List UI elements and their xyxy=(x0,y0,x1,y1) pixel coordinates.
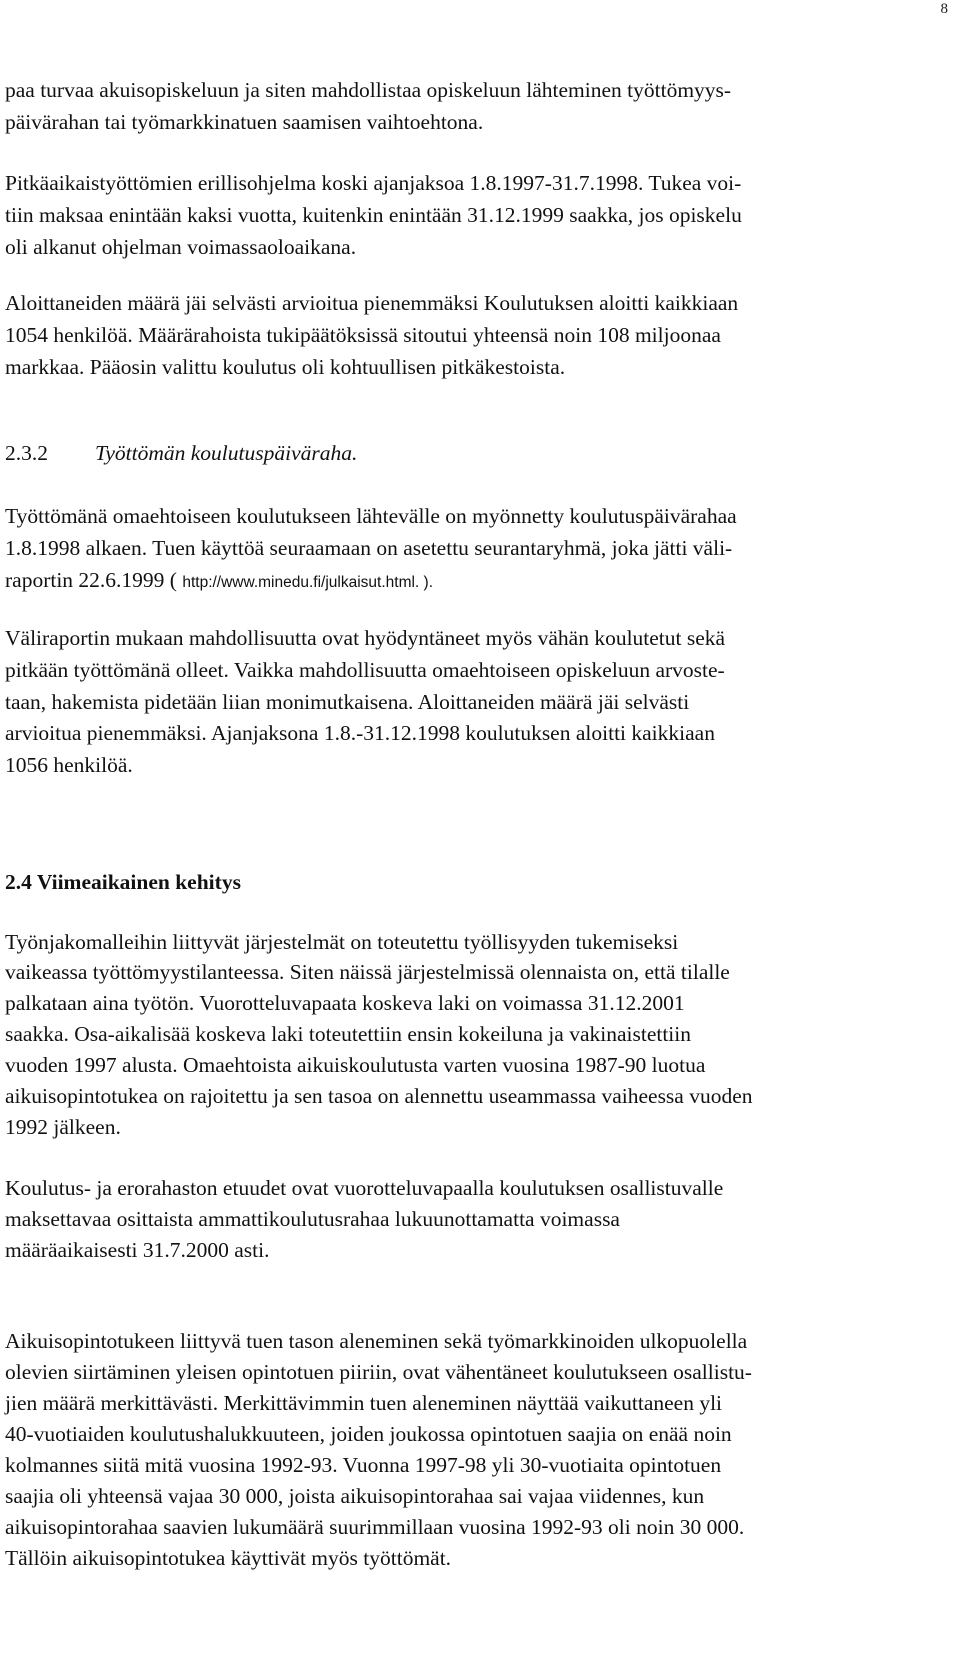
text-line: vuoden 1997 alusta. Omaehtoista aikuiskoulutusta varten vuosina 1987-90 luotua xyxy=(5,1053,706,1077)
text-line: pitkään työttömänä olleet. Vaikka mahdollisuutta omaehtoiseen opiskeluun arvoste- xyxy=(5,658,725,682)
text-line: 1056 henkilöä. xyxy=(5,753,133,777)
text-fragment: raportin 22.6.1999 ( xyxy=(5,568,177,592)
text-line: Väliraportin mukaan mahdollisuutta ovat hyödyntäneet myös vähän koulutetut sekä xyxy=(5,626,726,650)
text-line: 40-vuotiaiden koulutushalukkuuteen, joiden joukossa opintotuen saajia on enää noin xyxy=(5,1422,732,1446)
section-title: Työttömän koulutuspäiväraha. xyxy=(95,441,358,465)
text-line: päivärahan tai työmarkkinatuen saamisen vaihtoehtona. xyxy=(5,110,484,134)
text-line: 1054 henkilöä. Määrärahoista tukipäätöksissä sitoutui yhteensä noin 108 miljoonaa xyxy=(5,323,721,347)
text-line: markkaa. Pääosin valittu koulutus oli kohtuullisen pitkäkestoista. xyxy=(5,355,566,379)
section-heading-2-3-2 xyxy=(5,443,357,465)
text-line: kolmannes siitä mitä vuosina 1992-93. Vuonna 1997-98 yli 30-vuotiaita opintotuen xyxy=(5,1453,722,1477)
text-line: taan, hakemista pidetään liian monimutkaisena. Aloittaneiden määrä jäi selvästi xyxy=(5,690,690,714)
section-heading-2-4: 2.4 Viimeaikainen kehitys xyxy=(5,870,241,894)
page-number: 8 xyxy=(940,1,948,17)
text-line: aikuisopintotukea on rajoitettu ja sen tasoa on alennettu useammassa vaiheessa vuoden xyxy=(5,1084,753,1108)
text-line: vaikeassa työttömyystilanteessa. Siten näissä järjestelmissä olennaista on, että tilalle xyxy=(5,960,730,984)
text-line: Tällöin aikuisopintotukea käyttivät myös työttömät. xyxy=(5,1546,452,1570)
text-line: saakka. Osa-aikalisää koskeva laki toteutettiin ensin kokeiluna ja vakinaistettiin xyxy=(5,1022,692,1046)
text-line: Aloittaneiden määrä jäi selvästi arvioitua pienemmäksi Koulutuksen aloitti kaikkiaan xyxy=(5,291,739,315)
text-line: tiin maksaa enintään kaksi vuotta, kuitenkin enintään 31.12.1999 saakka, jos opiskelu xyxy=(5,203,742,227)
text-line: maksettavaa osittaista ammattikoulutusrahaa lukuunottamatta voimassa xyxy=(5,1207,620,1231)
text-line: 1.8.1998 alkaen. Tuen käyttöä seuraamaan on asetettu seurantaryhmä, joka jätti väli- xyxy=(5,536,733,560)
text-line: Työttömänä omaehtoiseen koulutukseen lähtevälle on myönnetty koulutuspäivärahaa xyxy=(5,504,737,528)
text-line: määräaikaisesti 31.7.2000 asti. xyxy=(5,1238,270,1262)
text-line: Työnjakomalleihin liittyvät järjestelmät on toteutettu työllisyyden tukemiseksi xyxy=(5,930,679,954)
text-line: Aikuisopintotukeen liittyvä tuen tason aleneminen sekä työmarkkinoiden ulkopuolella xyxy=(5,1329,748,1353)
text-line-with-link xyxy=(5,570,433,592)
text-line: saajia oli yhteensä vajaa 30 000, joista aikuisopintorahaa sai vajaa viidennes, kun xyxy=(5,1484,705,1508)
text-line: olevien siirtäminen yleisen opintotuen piiriin, ovat vähentäneet koulutukseen osallistu- xyxy=(5,1360,752,1384)
url-link[interactable]: http://www.minedu.fi/julkaisut.html. ). xyxy=(182,574,434,591)
text-line: aikuisopintorahaa saavien lukumäärä suurimmillaan vuosina 1992-93 oli noin 30 000. xyxy=(5,1515,745,1539)
text-line: paa turvaa akuisopiskeluun ja siten mahdollistaa opiskeluun lähteminen työttömyys- xyxy=(5,78,732,102)
text-line: jien määrä merkittävästi. Merkittävimmin tuen aleneminen näyttää vaikuttaneen yli xyxy=(5,1391,723,1415)
text-line: palkataan aina työtön. Vuorotteluvapaata koskeva laki on voimassa 31.12.2001 xyxy=(5,991,685,1015)
section-number: 2.3.2 xyxy=(5,441,48,465)
text-line: 1992 jälkeen. xyxy=(5,1115,121,1139)
text-line: oli alkanut ohjelman voimassaoloaikana. xyxy=(5,235,357,259)
text-line: Pitkäaikaistyöttömien erillisohjelma koski ajanjaksoa 1.8.1997-31.7.1998. Tukea voi- xyxy=(5,171,742,195)
text-line: Koulutus- ja erorahaston etuudet ovat vuorotteluvapaalla koulutuksen osallistuvalle xyxy=(5,1176,724,1200)
text-line: arvioitua pienemmäksi. Ajanjaksona 1.8.-31.12.1998 koulutuksen aloitti kaikkiaan xyxy=(5,721,715,745)
